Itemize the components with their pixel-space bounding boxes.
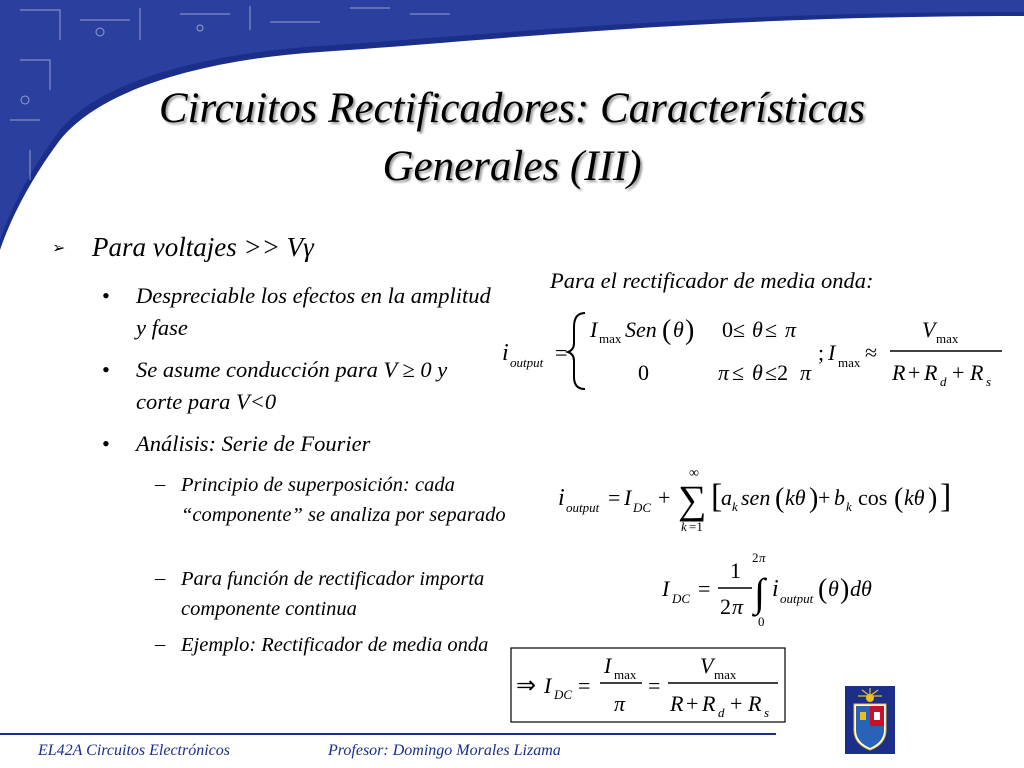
footer-corner-decoration (776, 729, 1024, 732)
svg-text:I: I (624, 485, 632, 510)
bullet-1-text: Despreciable los efectos en la amplitud y fase (136, 283, 491, 340)
svg-text:R: R (702, 691, 716, 716)
svg-text:I: I (828, 340, 836, 365)
svg-text:s: s (764, 705, 770, 720)
svg-text:(: ( (775, 483, 785, 514)
svg-text:(: ( (818, 574, 828, 605)
svg-text:I: I (544, 673, 552, 698)
svg-text:+: + (730, 691, 743, 716)
svg-text:0≤: 0≤ (722, 317, 746, 342)
bullet-dot-icon: • (102, 283, 110, 308)
svg-text:DC: DC (633, 500, 652, 515)
svg-text:max: max (614, 667, 637, 682)
svg-text:k: k (846, 499, 852, 514)
svg-text:): ) (840, 574, 850, 605)
bullet-dot-icon: • (102, 431, 110, 456)
svg-text:I: I (604, 653, 612, 678)
svg-text:θ: θ (673, 317, 684, 342)
svg-text:R: R (924, 360, 938, 385)
svg-text:output: output (566, 500, 600, 515)
dash-bullet-icon: – (155, 567, 166, 589)
svg-text:R: R (670, 691, 684, 716)
bullet-2-text: Se asume conducción para V ≥ 0 y corte para V<0 (136, 357, 448, 414)
bullet-3-text: Análisis: Serie de Fourier (136, 431, 371, 456)
svg-text:DC: DC (672, 591, 691, 606)
svg-text:k: k (681, 519, 687, 534)
main-bullet-text: Para voltajes >> Vγ (92, 232, 314, 262)
footer-professor: Profesor: Domingo Morales Lizama (328, 742, 561, 759)
svg-text:(: ( (662, 315, 672, 346)
svg-text:π: π (800, 360, 812, 385)
svg-text:π: π (785, 317, 797, 342)
svg-text:=: = (648, 673, 661, 698)
subbullet-1-text: Principio de superposición: cada “componente” se analiza por separado (181, 474, 506, 526)
svg-text:+: + (658, 485, 671, 510)
slide-title (60, 80, 964, 196)
arrow-bullet-icon: ➢ (52, 240, 66, 257)
bullet-dot-icon: • (102, 357, 110, 382)
title-line-1: Circuitos Rectificadores: Características (158, 85, 866, 132)
svg-text:s: s (986, 374, 992, 389)
svg-text:d: d (940, 374, 947, 389)
svg-text:π: π (759, 550, 766, 565)
svg-text:+: + (818, 485, 831, 510)
equation-fourier-series (556, 463, 956, 535)
svg-text:=: = (578, 673, 591, 698)
svg-text:≤: ≤ (765, 317, 778, 342)
svg-text:=: = (698, 576, 711, 601)
svg-text:θ: θ (752, 317, 763, 342)
svg-text:R: R (970, 360, 984, 385)
svg-text:DC: DC (554, 687, 573, 702)
svg-text:a: a (721, 485, 732, 510)
svg-text:sen: sen (741, 485, 771, 510)
svg-text:0: 0 (638, 360, 649, 385)
right-heading: Para el rectificador de media onda: (550, 268, 874, 293)
svg-text:k: k (732, 499, 738, 514)
svg-text:∫: ∫ (754, 570, 765, 615)
svg-text:+: + (952, 360, 965, 385)
svg-text:I: I (590, 317, 598, 342)
svg-text:;: ; (818, 340, 825, 365)
svg-text:dθ: dθ (850, 576, 872, 601)
svg-text:max: max (936, 331, 959, 346)
svg-text:cos: cos (858, 485, 888, 510)
equation-piecewise-current (500, 305, 1010, 395)
svg-text:∞: ∞ (689, 466, 699, 481)
svg-text:π: π (718, 360, 730, 385)
svg-text:θ: θ (828, 576, 839, 601)
svg-text:≤: ≤ (732, 360, 745, 385)
subbullet-2-text: Para función de rectificador importa componente continua (181, 568, 485, 620)
svg-text:Sen: Sen (625, 317, 657, 342)
svg-text:V: V (922, 317, 936, 342)
svg-text:): ) (685, 315, 695, 346)
title-line-2: Generales (III) (382, 143, 642, 190)
svg-text:i: i (772, 576, 779, 602)
svg-text:): ) (928, 483, 938, 514)
svg-text:≤2: ≤2 (765, 360, 789, 385)
svg-text:≈: ≈ (865, 340, 878, 365)
svg-text:kθ: kθ (904, 485, 925, 510)
dash-bullet-icon: – (155, 633, 166, 655)
svg-text:∑: ∑ (678, 477, 707, 522)
svg-text:0: 0 (758, 614, 765, 629)
svg-text:max: max (599, 331, 622, 346)
svg-text:=1: =1 (689, 519, 703, 534)
svg-text:π: π (614, 691, 626, 716)
footer-course: EL42A Circuitos Electrónicos (38, 742, 230, 759)
svg-text:kθ: kθ (785, 485, 806, 510)
svg-text:+: + (686, 691, 699, 716)
svg-text:d: d (718, 705, 725, 720)
svg-text:(: ( (894, 483, 904, 514)
svg-text:b: b (834, 485, 845, 510)
svg-text:max: max (714, 667, 737, 682)
svg-text:2: 2 (720, 594, 731, 619)
footer-divider (0, 733, 776, 735)
svg-text:output: output (780, 591, 814, 606)
svg-text:V: V (700, 653, 714, 678)
svg-text:i: i (558, 485, 565, 511)
subbullet-3-text: Ejemplo: Rectificador de media onda (181, 634, 489, 656)
svg-text:): ) (809, 483, 819, 514)
svg-text:R: R (892, 360, 906, 385)
svg-text:I: I (662, 576, 670, 601)
svg-text:[: [ (711, 478, 723, 515)
svg-text:π: π (732, 594, 744, 619)
equation-dc-integral (660, 548, 900, 630)
dash-bullet-icon: – (155, 473, 166, 495)
svg-text:+: + (908, 360, 921, 385)
svg-text:⇒: ⇒ (516, 673, 537, 699)
svg-text:R: R (748, 691, 762, 716)
svg-text:max: max (838, 355, 861, 370)
svg-text:1: 1 (730, 558, 741, 583)
equation-boxed-result (510, 647, 786, 723)
svg-text:]: ] (940, 478, 952, 515)
svg-text:output: output (510, 355, 544, 370)
svg-text:2: 2 (752, 550, 759, 565)
svg-text:θ: θ (752, 360, 763, 385)
university-logo (845, 686, 895, 754)
svg-text:=: = (555, 340, 568, 365)
svg-text:i: i (502, 340, 509, 366)
svg-text:=: = (608, 485, 621, 510)
